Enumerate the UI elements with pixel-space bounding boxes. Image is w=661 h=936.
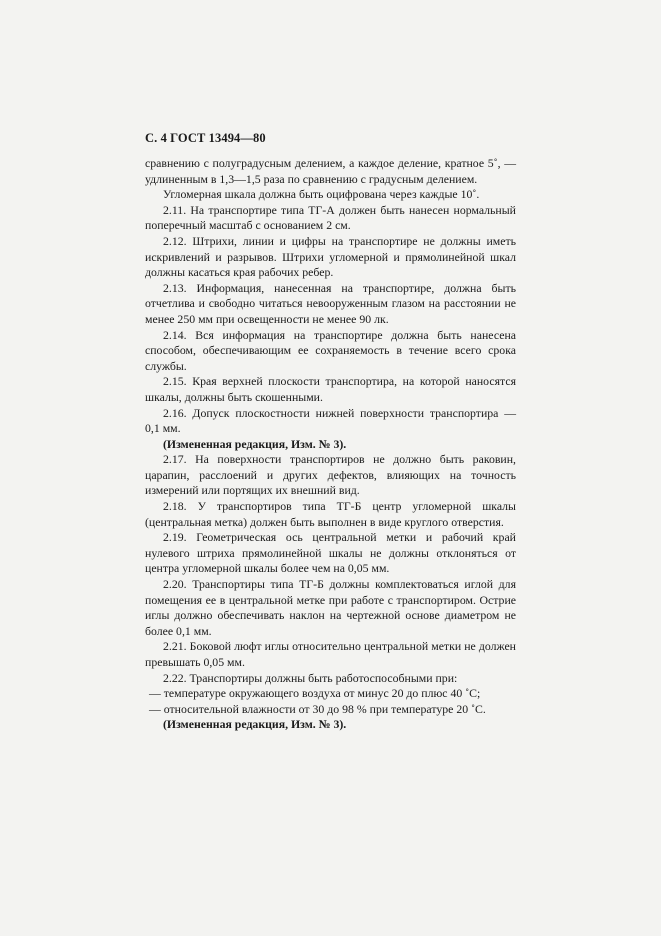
paragraph-2-20: 2.20. Транспортиры типа ТГ-Б должны комплектоваться иглой для помещения ее в центральной метке при работе с транспортиром. Острие иглы должно обеспечивать наклон на чертежной основе диаметром не более 0,1 мм. <box>145 577 516 638</box>
paragraph-2-13: 2.13. Информация, нанесенная на транспортире, должна быть отчетлива и свободно читаться невооруженным глазом на расстоянии не менее 250 мм при освещенности не менее 90 лк. <box>145 280 516 326</box>
list-item-temperature: — температуре окружающего воздуха от минус 20 до плюс 40 ˚С; <box>149 686 481 701</box>
paragraph-2-19: 2.19. Геометрическая ось центральной метки и рабочий край нулевого штриха прямолинейной шкалы не должны отклоняться от центра угломерной шкалы более чем на 0,05 мм. <box>145 530 516 576</box>
document-body <box>145 156 516 733</box>
amendment-note: (Измененная редакция, Изм. № 3). <box>163 436 347 451</box>
paragraph-2-18: 2.18. У транспортиров типа ТГ-Б центр угломерной шкалы (центральная метка) должен быть выполнен в виде круглого отверстия. <box>145 499 516 529</box>
paragraph-continuation: сравнению с полуградусным делением, а каждое деление, кратное 5˚, — удлиненным в 1,3—1,5 раза по сравнению с градусным делением. <box>145 156 516 186</box>
paragraph-2-21: 2.21. Боковой люфт иглы относительно центральной метки не должен превышать 0,05 мм. <box>145 639 516 669</box>
amendment-note: (Измененная редакция, Изм. № 3). <box>163 717 347 732</box>
paragraph-2-11: 2.11. На транспортире типа ТГ-А должен быть нанесен нормальный поперечный масштаб с основанием 2 см. <box>145 202 516 233</box>
paragraph-scale-numbering: Угломерная шкала должна быть оцифрована через каждые 10˚. <box>163 187 480 202</box>
paragraph-2-12: 2.12. Штрихи, линии и цифры на транспортире не должны иметь искривлений и разрывов. Штрихи угломерной и прямолинейной шкал должны касаться края рабочих ребер. <box>145 233 516 280</box>
paragraph-2-22: 2.22. Транспортиры должны быть работоспособными при: <box>163 670 458 685</box>
paragraph-2-17: 2.17. На поверхности транспортиров не должно быть раковин, царапин, расслоений и других дефектов, влияющих на точность измерений или портящих их внешний вид. <box>145 452 516 498</box>
paragraph-2-15: 2.15. Края верхней плоскости транспортира, на которой наносятся шкалы, должны быть скошенными. <box>145 374 516 404</box>
page-header: С. 4 ГОСТ 13494—80 <box>145 131 266 145</box>
paragraph-2-14: 2.14. Вся информация на транспортире должна быть нанесена способом, обеспечивающим ее сохраняемость в течение всего срока службы. <box>145 327 516 373</box>
paragraph-2-16: 2.16. Допуск плоскостности нижней поверхности транспортира — 0,1 мм. <box>145 405 516 436</box>
list-item-humidity: — относительной влажности от 30 до 98 % при температуре 20 ˚С. <box>149 701 486 716</box>
